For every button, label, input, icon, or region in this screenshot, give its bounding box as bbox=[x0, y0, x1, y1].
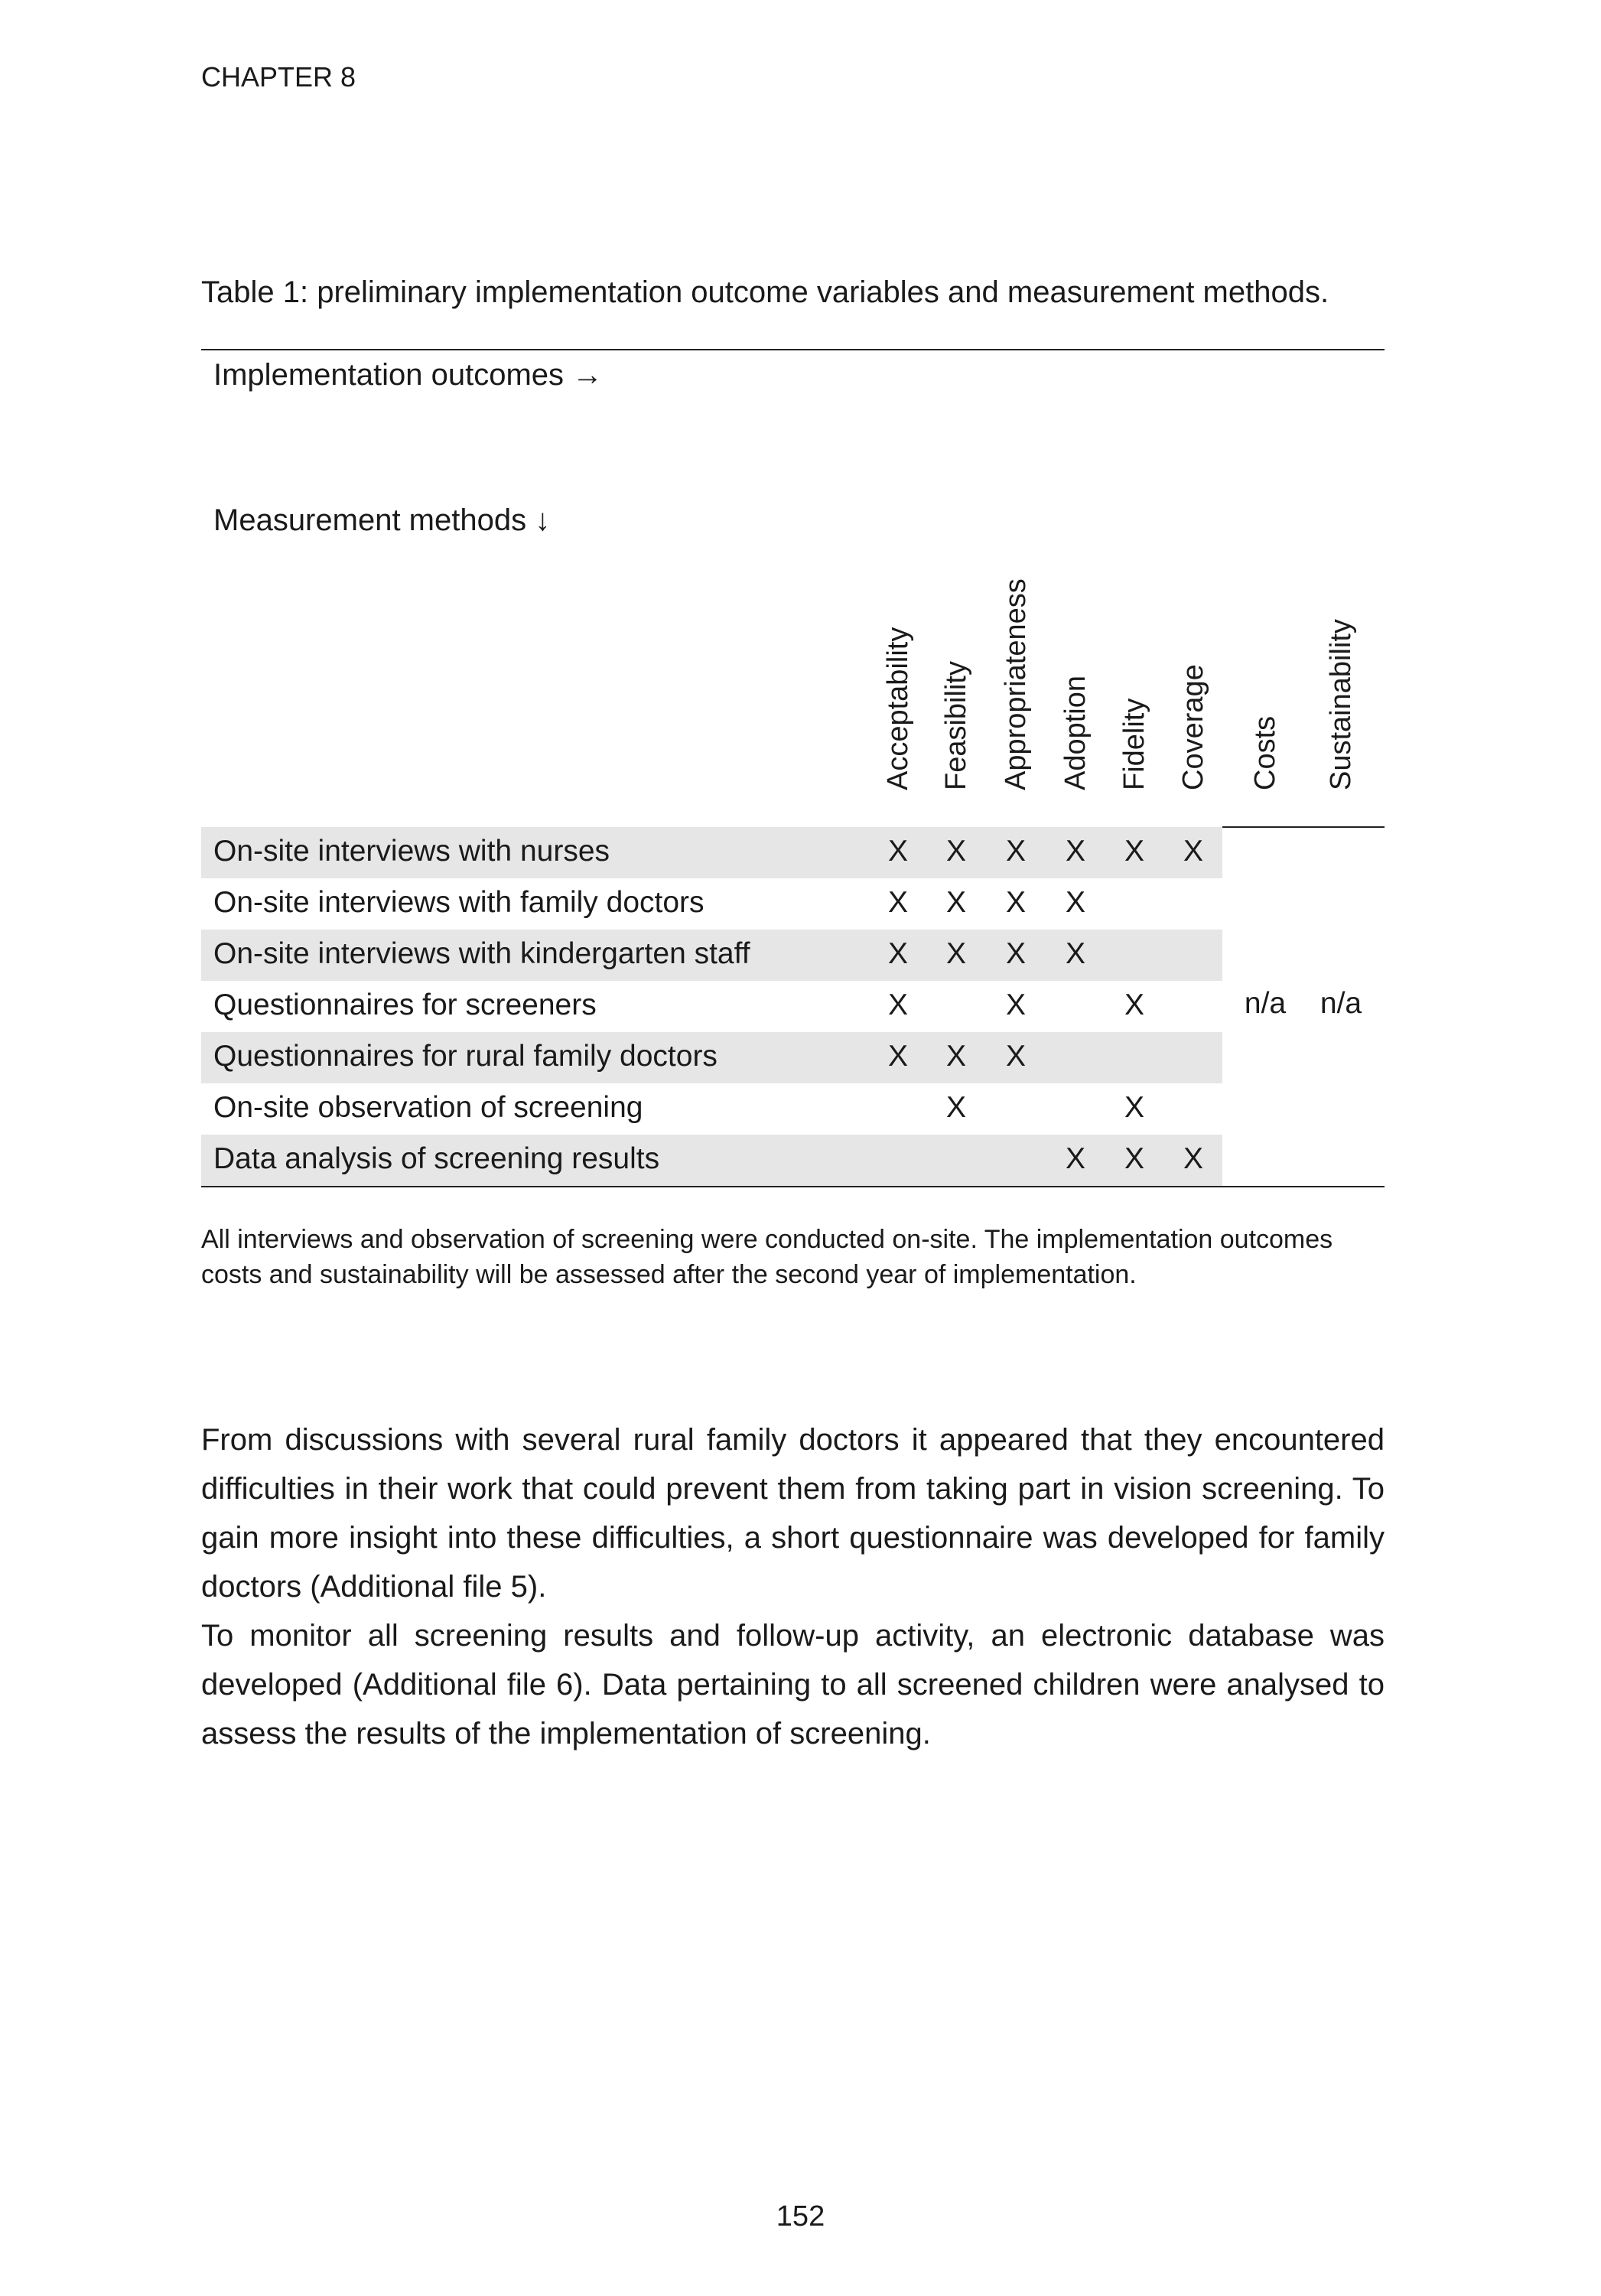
table-row bbox=[201, 1083, 1222, 1135]
mark-cell: X bbox=[1124, 988, 1144, 1021]
mark-cell: X bbox=[1005, 937, 1026, 970]
methods-axis-label: Measurement methods ↓ bbox=[213, 503, 551, 537]
header-rule bbox=[1222, 826, 1385, 828]
mark-cell: X bbox=[1124, 835, 1144, 868]
mark-cell: X bbox=[1065, 886, 1085, 919]
mark-cell: X bbox=[1183, 1142, 1203, 1175]
mark-cell: X bbox=[887, 1040, 908, 1073]
outcomes-axis-label: Implementation outcomes → bbox=[213, 358, 604, 392]
mark-cell: X bbox=[1065, 937, 1085, 970]
mark-cell: X bbox=[945, 1091, 966, 1124]
table-caption bbox=[201, 275, 1329, 310]
row-label: On-site interviews with nurses bbox=[213, 835, 610, 868]
row-label: Questionnaires for screeners bbox=[213, 988, 597, 1021]
table-row bbox=[201, 878, 1222, 930]
mark-cell: X bbox=[945, 1040, 966, 1073]
costs-value: n/a bbox=[1244, 987, 1287, 1020]
column-header-costs: Costs bbox=[1249, 715, 1281, 790]
mark-cell: X bbox=[945, 835, 966, 868]
mark-cell: X bbox=[1124, 1091, 1144, 1124]
mark-cell: X bbox=[1005, 1040, 1026, 1073]
column-header-adoption: Adoption bbox=[1059, 675, 1092, 790]
column-header-feasibility: Feasibility bbox=[940, 661, 972, 790]
mark-cell: X bbox=[887, 835, 908, 868]
paragraph: To monitor all screening results and follow-up activity, an electronic database was developed (Additional file 6). Data pertaining to all screened children were analysed to assess the results of the implementation of screening. bbox=[201, 1619, 1385, 1750]
mark-cell: X bbox=[887, 886, 908, 919]
mark-cell: X bbox=[887, 988, 908, 1021]
row-label: Questionnaires for rural family doctors bbox=[213, 1040, 718, 1073]
mark-cell: X bbox=[1124, 1142, 1144, 1175]
table-row bbox=[201, 981, 1222, 1032]
mark-cell: X bbox=[1005, 886, 1026, 919]
row-label: Data analysis of screening results bbox=[213, 1142, 660, 1175]
mark-cell: X bbox=[1065, 1142, 1085, 1175]
row-label: On-site observation of screening bbox=[213, 1091, 643, 1124]
paragraph: From discussions with several rural family doctors it appeared that they encountered difficulties in their work that could prevent them from taking part in vision screening. To gain more insight into these difficulties, a short questionnaire was developed for family doctors (Additional file 5). bbox=[201, 1423, 1385, 1604]
row-label: On-site interviews with family doctors bbox=[213, 886, 705, 919]
mark-cell: X bbox=[1005, 835, 1026, 868]
table-caption-text: preliminary implementation outcome variables and measurement methods. bbox=[308, 275, 1329, 309]
mark-cell: X bbox=[945, 937, 966, 970]
sustainability-value: n/a bbox=[1320, 987, 1362, 1020]
table-row bbox=[201, 827, 1222, 878]
mark-cell: X bbox=[1005, 988, 1026, 1021]
table-top-rule bbox=[201, 349, 1385, 350]
body-text bbox=[201, 1415, 1385, 1758]
column-header-appropriateness: Appropriateness bbox=[1000, 578, 1032, 790]
mark-cell: X bbox=[1065, 835, 1085, 868]
table-row bbox=[201, 930, 1222, 981]
mark-cell: X bbox=[1183, 835, 1203, 868]
column-header-fidelity: Fidelity bbox=[1118, 698, 1150, 790]
column-header-acceptability: Acceptability bbox=[882, 627, 914, 790]
column-header-sustainability: Sustainability bbox=[1325, 619, 1357, 790]
row-label: On-site interviews with kindergarten staff bbox=[213, 937, 750, 970]
mark-cell: X bbox=[945, 886, 966, 919]
mark-cell: X bbox=[887, 937, 908, 970]
chapter-header: CHAPTER 8 bbox=[201, 61, 356, 93]
page-number: 152 bbox=[776, 2200, 825, 2232]
table-bottom-rule bbox=[201, 1186, 1385, 1187]
table-caption-label: Table 1: bbox=[201, 275, 309, 309]
table-row bbox=[201, 1135, 1222, 1186]
column-header-coverage: Coverage bbox=[1177, 664, 1209, 790]
table-footnote: All interviews and observation of screening were conducted on-site. The implementation outcomes costs and sustainability will be assessed after the second year of implementation. bbox=[201, 1225, 1333, 1289]
table-row bbox=[201, 1032, 1222, 1083]
